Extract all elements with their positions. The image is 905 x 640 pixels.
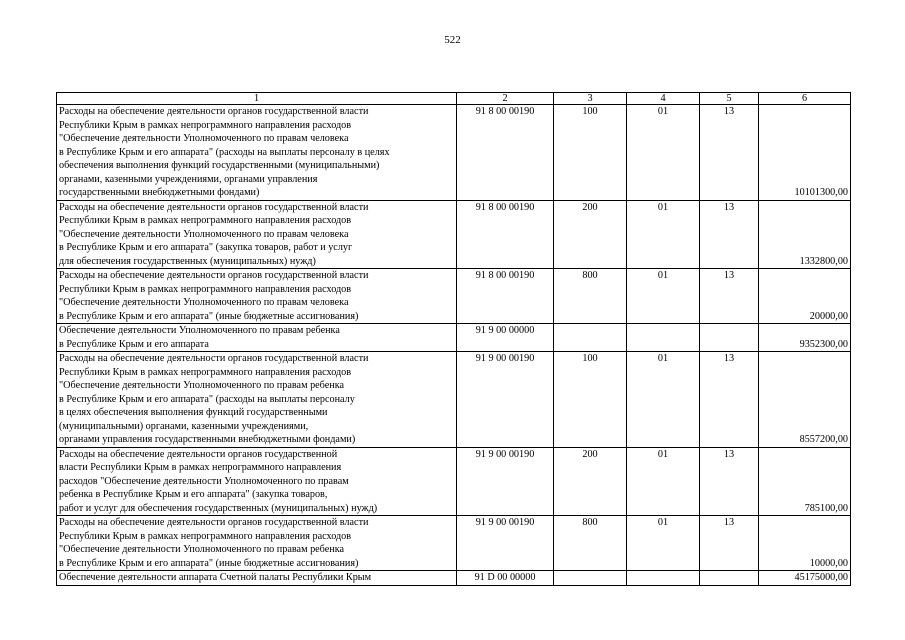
table-row — [57, 324, 851, 352]
column-header: 6 — [759, 93, 851, 105]
column-header: 4 — [627, 93, 700, 105]
expense-type-code: 800 — [554, 516, 627, 571]
page-number: 522 — [444, 34, 461, 46]
section-code: 01 — [627, 447, 700, 516]
expense-description — [57, 571, 457, 586]
expense-description — [57, 516, 457, 571]
table-row — [57, 200, 851, 269]
expense-description — [57, 324, 457, 352]
expense-type-code — [554, 571, 627, 586]
description-line: Республики Крым в рамках непрограммного направления расходов — [59, 366, 352, 378]
description-line: обеспечения выполнения функций государственными (муниципальными) — [59, 160, 380, 171]
section-code: 01 — [627, 516, 700, 571]
expense-description — [57, 352, 457, 448]
column-header: 2 — [457, 93, 554, 105]
description-line: в Республике Крым и его аппарата — [59, 338, 209, 350]
description-line: Расходы на обеспечение деятельности органов государственной власти — [59, 106, 369, 117]
description-line: Обеспечение деятельности аппарата Счетной палаты Республики Крым — [59, 572, 372, 583]
description-line: власти Республики Крым в рамках непрограммного направления — [59, 462, 342, 473]
description-line: Расходы на обеспечение деятельности органов государственной — [59, 448, 338, 460]
budget-table — [56, 92, 851, 586]
description-line: в Республике Крым и его аппарата" (расходы на выплаты персоналу — [59, 393, 355, 405]
column-header: 5 — [700, 93, 759, 105]
expense-description — [57, 105, 457, 201]
amount: 785100,00 — [759, 447, 851, 516]
description-line: Расходы на обеспечение деятельности органов государственной власти — [59, 517, 369, 528]
description-line: "Обеспечение деятельности Уполномоченного по правам ребенка — [59, 380, 345, 391]
description-line: в Республике Крым и его аппарата" (иные бюджетные ассигнования) — [59, 557, 359, 569]
description-line: Республики Крым в рамках непрограммного направления расходов — [59, 283, 352, 295]
table-row — [57, 571, 851, 586]
description-line: Республики Крым в рамках непрограммного направления расходов — [59, 530, 352, 542]
description-line: "Обеспечение деятельности Уполномоченного по правам ребенка — [59, 544, 345, 555]
expense-type-code: 100 — [554, 105, 627, 201]
description-line: Расходы на обеспечение деятельности органов государственной власти — [59, 201, 369, 213]
description-line: (муниципальными) органами, казенными учреждениями, — [59, 420, 309, 432]
section-code: 01 — [627, 200, 700, 269]
description-line: для обеспечения государственных (муниципальных) нужд) — [59, 255, 316, 267]
target-article-code: 91 9 00 00190 — [457, 516, 554, 571]
table-header-row — [57, 93, 851, 105]
expense-description — [57, 447, 457, 516]
subsection-code: 13 — [700, 105, 759, 201]
description-line: "Обеспечение деятельности Уполномоченного по правам человека — [59, 297, 349, 308]
amount: 45175000,00 — [759, 571, 851, 586]
column-header: 3 — [554, 93, 627, 105]
description-line: Республики Крым в рамках непрограммного направления расходов — [59, 215, 352, 226]
target-article-code: 91 8 00 00190 — [457, 105, 554, 201]
amount: 8557200,00 — [759, 352, 851, 448]
expense-description — [57, 269, 457, 324]
table-row — [57, 352, 851, 448]
amount: 1332800,00 — [759, 200, 851, 269]
description-line: расходов "Обеспечение деятельности Уполномоченного по правам — [59, 475, 349, 487]
amount: 10101300,00 — [759, 105, 851, 201]
subsection-code: 13 — [700, 447, 759, 516]
section-code — [627, 324, 700, 352]
section-code: 01 — [627, 269, 700, 324]
description-line: в Республике Крым и его аппарата" (закупка товаров, работ и услуг — [59, 242, 353, 253]
description-line: работ и услуг для обеспечения государственных (муниципальных) нужд) — [59, 502, 378, 514]
target-article-code: 91 9 00 00190 — [457, 447, 554, 516]
expense-type-code: 200 — [554, 447, 627, 516]
subsection-code: 13 — [700, 200, 759, 269]
subsection-code: 13 — [700, 516, 759, 571]
subsection-code: 13 — [700, 352, 759, 448]
amount: 10000,00 — [759, 516, 851, 571]
description-line: в Республике Крым и его аппарата" (расходы на выплаты персоналу в целях — [59, 146, 390, 158]
expense-type-code: 100 — [554, 352, 627, 448]
expense-type-code: 200 — [554, 200, 627, 269]
description-line: органами, казенными учреждениями, органами управления — [59, 173, 318, 185]
target-article-code: 91 9 00 00000 — [457, 324, 554, 352]
table-row — [57, 269, 851, 324]
description-line: органами управления государственными внебюджетными фондами) — [59, 434, 356, 445]
table-row — [57, 516, 851, 571]
description-line: Республики Крым в рамках непрограммного направления расходов — [59, 119, 352, 131]
target-article-code: 91 8 00 00190 — [457, 200, 554, 269]
description-line: "Обеспечение деятельности Уполномоченного по правам человека — [59, 228, 349, 240]
target-article-code: 91 9 00 00190 — [457, 352, 554, 448]
subsection-code — [700, 571, 759, 586]
description-line: Обеспечение деятельности Уполномоченного по правам ребенка — [59, 325, 340, 336]
description-line: в Республике Крым и его аппарата" (иные бюджетные ассигнования) — [59, 310, 359, 322]
description-line: в целях обеспечения выполнения функций государственными — [59, 407, 328, 418]
subsection-code: 13 — [700, 269, 759, 324]
expense-type-code: 800 — [554, 269, 627, 324]
amount: 9352300,00 — [759, 324, 851, 352]
expense-type-code — [554, 324, 627, 352]
expense-description — [57, 200, 457, 269]
subsection-code — [700, 324, 759, 352]
table-row — [57, 447, 851, 516]
description-line: государственными внебюджетными фондами) — [59, 187, 260, 198]
column-header: 1 — [57, 93, 457, 105]
description-line: Расходы на обеспечение деятельности органов государственной власти — [59, 270, 369, 281]
description-line: ребенка в Республике Крым и его аппарата" (закупка товаров, — [59, 489, 328, 500]
section-code — [627, 571, 700, 586]
table-row — [57, 105, 851, 201]
target-article-code: 91 D 00 00000 — [457, 571, 554, 586]
section-code: 01 — [627, 105, 700, 201]
description-line: "Обеспечение деятельности Уполномоченного по правам человека — [59, 133, 349, 144]
description-line: Расходы на обеспечение деятельности органов государственной власти — [59, 353, 369, 364]
target-article-code: 91 8 00 00190 — [457, 269, 554, 324]
section-code: 01 — [627, 352, 700, 448]
amount: 20000,00 — [759, 269, 851, 324]
